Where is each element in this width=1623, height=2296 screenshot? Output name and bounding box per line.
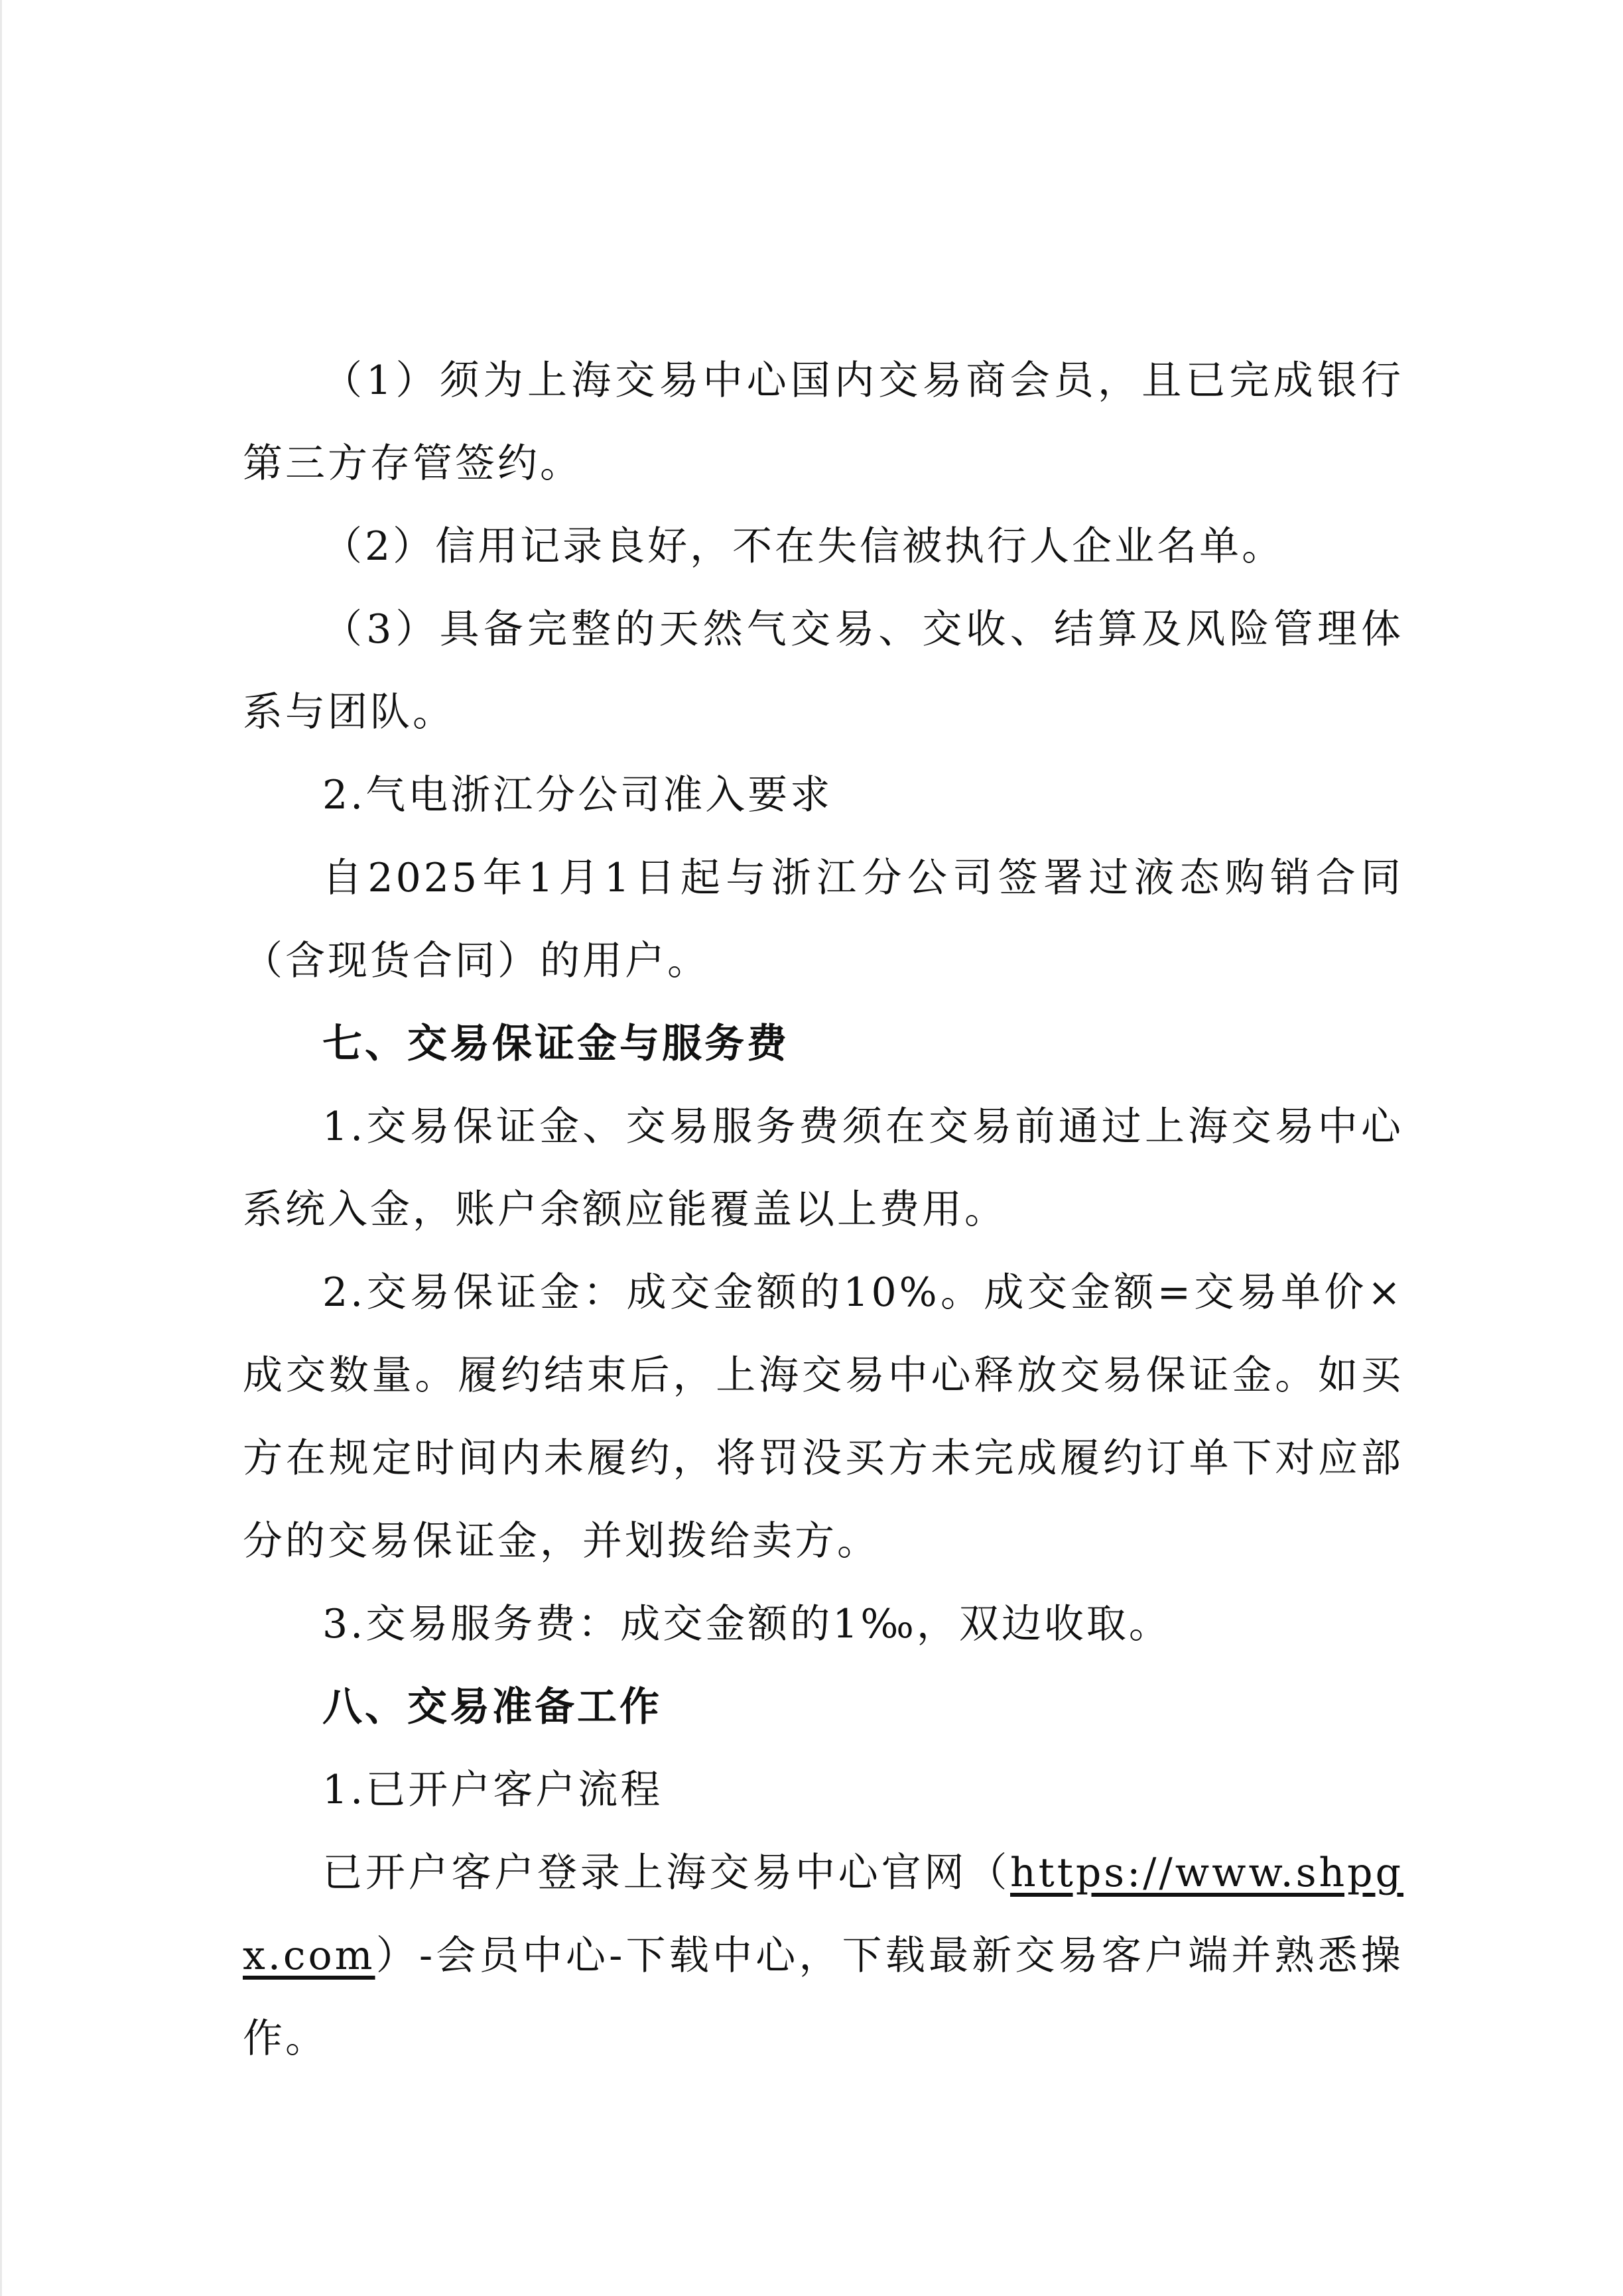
document-body: [243, 340, 1403, 2080]
subheading-zhejiang-access: 2.气电浙江分公司准入要求: [322, 772, 833, 818]
paragraph-text-after-url: ）-会员中心-下载中心，下载最新交易客户端并熟悉操作。: [243, 1933, 1403, 2062]
paragraph-service-fee: 3.交易服务费：成交金额的1‰，双边收取。: [322, 1601, 1171, 1647]
scan-edge-left: [0, 0, 2, 2296]
section-heading-8: 八、交易准备工作: [322, 1684, 662, 1730]
website-link[interactable]: https://www.shpgx.com: [243, 1850, 1403, 1979]
paragraph-requirement-1: （1）须为上海交易中心国内交易商会员，且已完成银行第三方存管签约。: [243, 357, 1403, 487]
section-heading-7: 七、交易保证金与服务费: [322, 1021, 789, 1067]
paragraph-deposit-payment: 1.交易保证金、交易服务费须在交易前通过上海交易中心系统入金，账户余额应能覆盖以上费用。: [243, 1104, 1403, 1233]
paragraph-zhejiang-access: 自2025年1月1日起与浙江分公司签署过液态购销合同（含现货合同）的用户。: [243, 855, 1403, 984]
paragraph-deposit-rate: 2.交易保证金：成交金额的10%。成交金额=交易单价×成交数量。履约结束后，上海交易中心释放交易保证金。如买方在规定时间内未履约，将罚没买方未完成履约订单下对应部分的交易保证金，并划拨给卖方。: [243, 1269, 1403, 1564]
subheading-existing-account-process: 1.已开户客户流程: [322, 1767, 663, 1813]
paragraph-requirement-3: （3）具备完整的天然气交易、交收、结算及风险管理体系与团队。: [243, 606, 1403, 735]
paragraph-existing-account-process: [243, 1832, 1403, 2080]
paragraph-requirement-2: （2）信用记录良好，不在失信被执行人企业名单。: [322, 523, 1285, 570]
paragraph-text-before-url: 已开户客户登录上海交易中心官网（: [322, 1850, 1011, 1896]
